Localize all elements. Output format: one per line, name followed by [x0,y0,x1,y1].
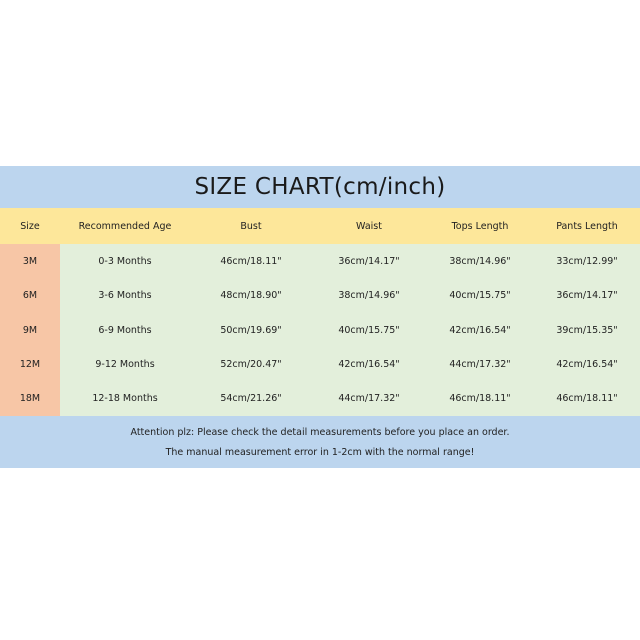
pants-length-cell: 33cm/12.99" [556,255,618,267]
waist-cell: 40cm/15.75" [338,324,400,336]
header-pants-length: Pants Length [556,220,618,232]
tops-length-cell: 44cm/17.32" [449,358,511,370]
pants-length-cell: 42cm/16.54" [556,358,618,370]
table-header [0,208,640,244]
size-cell: 6M [0,278,60,312]
chart-title: SIZE CHART(cm/inch) [0,166,640,208]
tops-length-cell: 42cm/16.54" [449,324,511,336]
tops-length-cell: 40cm/15.75" [449,290,511,302]
header-recommended-age: Recommended Age [78,220,172,232]
error-note: The manual measurement error in 1-2cm with the normal range! [165,446,475,458]
size-chart [0,166,640,468]
bust-cell: 54cm/21.26" [220,393,282,405]
tops-length-cell: 46cm/18.11" [449,393,511,405]
age-cell: 9-12 Months [95,358,155,370]
age-cell: 6-9 Months [98,324,152,336]
waist-cell: 44cm/17.32" [338,393,400,405]
pants-length-cell: 36cm/14.17" [556,290,618,302]
size-cell: 9M [0,313,60,347]
bust-cell: 48cm/18.90" [220,290,282,302]
measurement-notes [0,416,640,468]
attention-note: Attention plz: Please check the detail measurements before you place an order. [130,426,510,438]
size-cell: 3M [0,244,60,278]
header-tops-length: Tops Length [451,220,509,232]
table-row [0,278,640,312]
table-row [0,313,640,347]
waist-cell: 38cm/14.96" [338,290,400,302]
header-size: Size [20,220,40,232]
pants-length-cell: 39cm/15.35" [556,324,618,336]
table-row [0,347,640,381]
tops-length-cell: 38cm/14.96" [449,255,511,267]
pants-length-cell: 46cm/18.11" [556,393,618,405]
header-bust: Bust [240,220,262,232]
table-row [0,382,640,416]
bust-cell: 50cm/19.69" [220,324,282,336]
waist-cell: 36cm/14.17" [338,255,400,267]
waist-cell: 42cm/16.54" [338,358,400,370]
table-body [0,244,640,416]
table-row [0,244,640,278]
header-waist: Waist [356,220,382,232]
size-cell: 18M [0,382,60,416]
bust-cell: 52cm/20.47" [220,358,282,370]
size-cell: 12M [0,347,60,381]
age-cell: 0-3 Months [98,255,152,267]
age-cell: 12-18 Months [92,393,158,405]
age-cell: 3-6 Months [98,290,152,302]
bust-cell: 46cm/18.11" [220,255,282,267]
